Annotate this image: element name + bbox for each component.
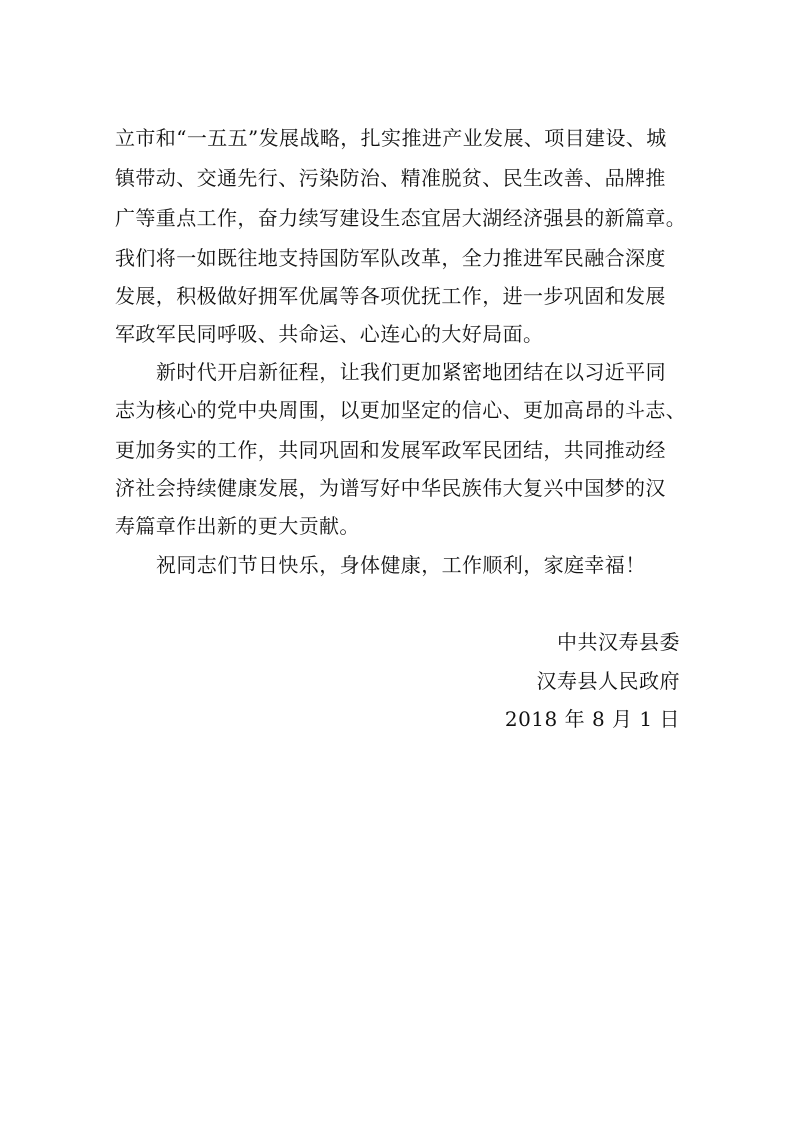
paragraph-line: 发展，积极做好拥军优属等各项优抚工作，进一步巩固和发展: [115, 284, 666, 308]
paragraph-line: 我们将一如既往地支持国防军队改革，全力推进军民融合深度: [115, 246, 666, 270]
paragraph-line: 立市和“一五五”发展战略，扎实推进产业发展、项目建设、城: [115, 126, 667, 150]
paragraph-line: 广等重点工作，奋力续写建设生态宜居大湖经济强县的新篇章。: [115, 206, 687, 230]
signature-date: 2018 年 8 月 1 日: [504, 707, 680, 731]
paragraph-line: 济社会持续健康发展，为谱写好中华民族伟大复兴中国梦的汉: [115, 476, 666, 500]
paragraph-line: 更加务实的工作，共同巩固和发展军政军民团结，共同推动经: [115, 438, 666, 462]
paragraph-line: 军政军民同呼吸、共命运、心连心的大好局面。: [115, 322, 544, 346]
paragraph-line: 寿篇章作出新的更大贡献。: [115, 514, 360, 538]
paragraph-line: 志为核心的党中央周围，以更加坚定的信心、更加高昂的斗志、: [115, 398, 687, 422]
paragraph-line: 镇带动、交通先行、污染防治、精准脱贫、民生改善、品牌推: [115, 166, 666, 190]
paragraph-line: 祝同志们节日快乐，身体健康，工作顺利，家庭幸福！: [156, 553, 646, 577]
paragraph-line: 新时代开启新征程，让我们更加紧密地团结在以习近平同: [156, 360, 666, 384]
signature-org-government: 汉寿县人民政府: [536, 669, 680, 693]
signature-org-committee: 中共汉寿县委: [557, 630, 680, 654]
